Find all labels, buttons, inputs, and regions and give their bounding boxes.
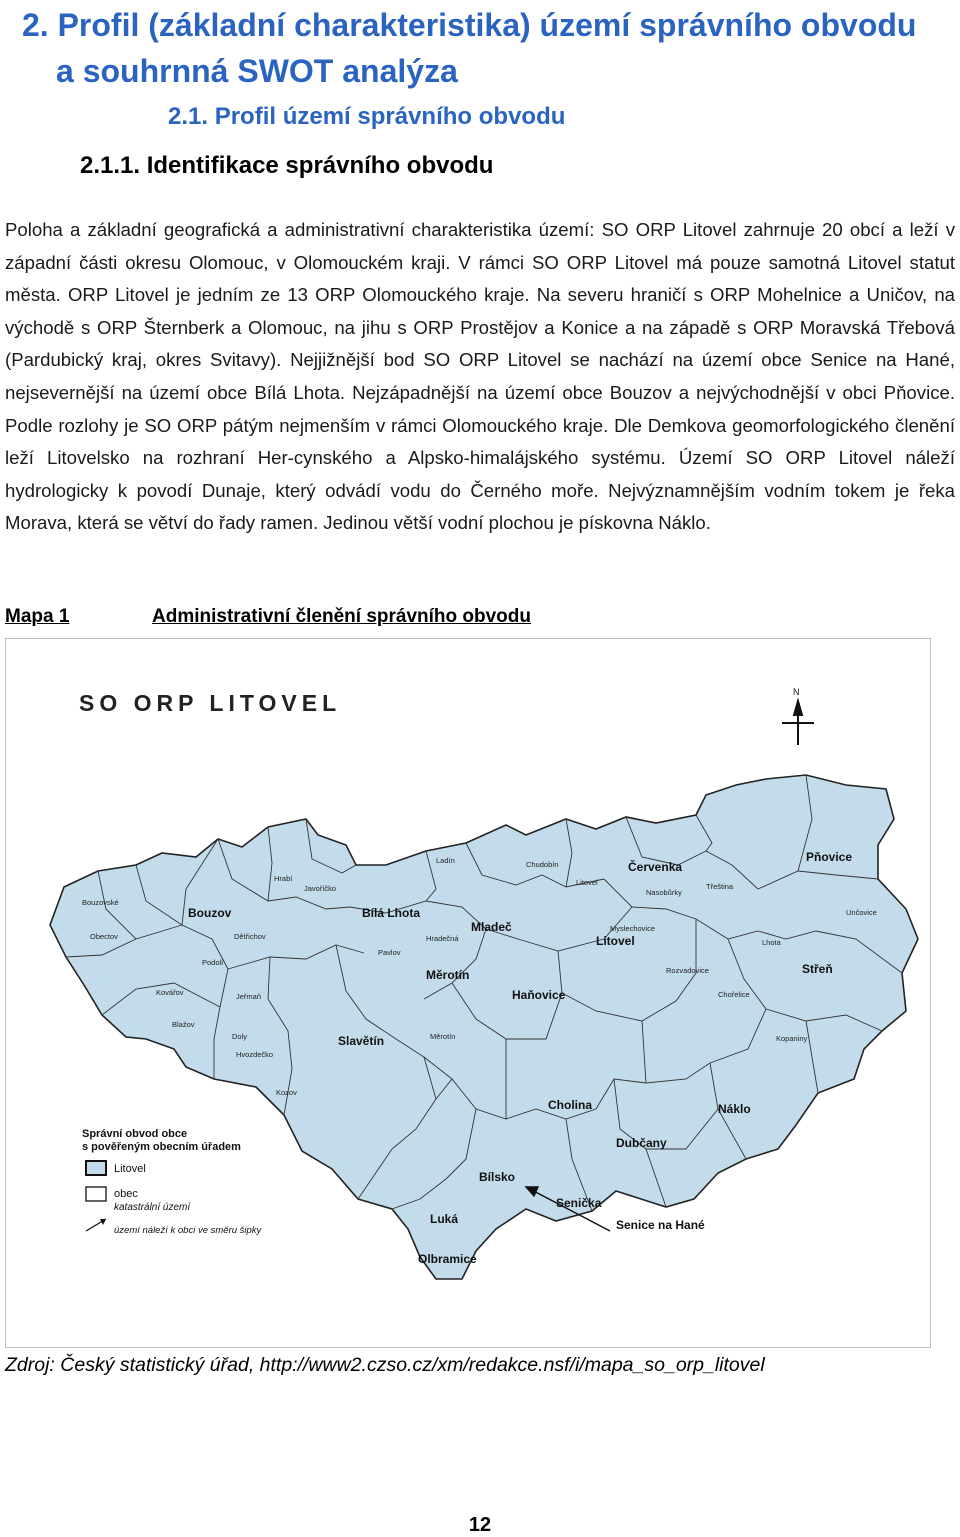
minor-label: Ladín	[436, 856, 455, 865]
legend-item-arrow: území náleží k obci ve směru šipky	[114, 1225, 262, 1236]
town-label: Cholina	[548, 1098, 592, 1112]
body-paragraph: Poloha a základní geografická a administrativní charakteristika území: SO ORP Litovel zahrnuje 20 obcí a leží v západní části okresu Olomouc, v Olomouckém kraji. V rámci SO ORP Litovel má pouze samotná Litovel statut města. ORP Litovel je jedním ze 13 ORP Olomouckého kraje. Na severu hraničí s ORP Mohelnice a Uničov, na východě s ORP Šternberk a Olomouc, na jihu s ORP Prostějov a Konice a na západě s ORP Moravská Třebová (Pardubický kraj, okres Svitavy). Nejjižnější bod SO ORP Litovel se nachází na území obce Senice na Hané, nejsevernější na území obce Bílá Lhota. Nejzápadnější na území obce Bouzov a nejvýchodnější v obci Pňovice. Podle rozlohy je SO ORP pátým nejmenším v rámci Olomouckého kraje. Dle Demkova geomorfologického členění leží Litovelsko na rozhraní Her-cynského a Alpsko-himalájského systému. Území SO ORP Litovel náleží hydrologicky k povodí Dunaje, který odvádí vodu do Černého moře. Nejvýznamnějším vodním tokem je řeka Morava, která se větví do řady ramen. Jedinou větší vodní plochou je pískovna Náklo.	[5, 219, 956, 534]
subsubsection-heading: 2.1.1. Identifikace správního obvodu	[80, 152, 494, 179]
legend-item-litovel: Litovel	[114, 1163, 146, 1175]
map-figure	[5, 638, 931, 1348]
section-heading-line1: 2. Profil (základní charakteristika) území správního obvodu	[22, 7, 917, 43]
map-caption-title: Administrativní členění správního obvodu	[152, 606, 531, 627]
town-label: Pňovice	[806, 850, 853, 864]
map-legend	[82, 1128, 263, 1236]
subsection-heading: 2.1. Profil území správního obvodu	[168, 103, 566, 130]
minor-label: Nasobůrky	[646, 888, 682, 897]
legend-swatch-obec	[86, 1187, 106, 1201]
town-label: Haňovice	[512, 988, 566, 1002]
minor-label: Rozvadovice	[666, 966, 709, 975]
minor-label: Myslechovice	[610, 924, 656, 933]
legend-item-obec: obec	[114, 1188, 138, 1200]
town-label: Červenka	[628, 860, 683, 874]
town-label: Luká	[430, 1212, 459, 1226]
minor-label: Lhota	[762, 938, 781, 947]
minor-label: Litovel	[576, 878, 598, 887]
town-label: Senička	[556, 1196, 602, 1210]
town-label: Olbramice	[418, 1252, 477, 1266]
town-label: Střeň	[802, 962, 833, 976]
minor-label: Kozov	[276, 1088, 297, 1097]
town-label: Senice na Hané	[616, 1218, 705, 1232]
minor-label: Třeština	[706, 882, 734, 891]
town-label: Mladeč	[471, 920, 512, 934]
map-source: Zdroj: Český statistický úřad, http://www2.czso.cz/xm/redakce.nsf/i/mapa_so_orp_litovel	[5, 1354, 765, 1376]
minor-label: Jeřmaň	[236, 992, 262, 1001]
town-label: Dubčany	[616, 1136, 667, 1150]
legend-title-line2: s pověřeným obecním úřadem	[82, 1141, 241, 1153]
minor-label: Dětřichov	[234, 932, 266, 941]
minor-label: Hradečná	[426, 934, 459, 943]
town-label: Litovel	[596, 934, 635, 948]
minor-label: Měrotín	[430, 1032, 456, 1041]
north-label: N	[793, 687, 800, 697]
minor-label: Chudobín	[526, 860, 559, 869]
town-label: Měrotín	[426, 968, 470, 982]
legend-swatch-orp	[86, 1161, 106, 1175]
minor-label: Podolí	[202, 958, 224, 967]
minor-label: Doly	[232, 1032, 248, 1041]
minor-label: Hvozdečko	[236, 1050, 274, 1059]
minor-label: Blažov	[172, 1020, 195, 1029]
town-label: Náklo	[718, 1102, 751, 1116]
town-label: Slavětín	[338, 1034, 385, 1048]
minor-label: Javoříčko	[304, 884, 337, 893]
north-arrow-icon	[782, 701, 814, 745]
minor-label: Unčovice	[846, 908, 877, 917]
map-caption-label: Mapa 1	[5, 606, 70, 627]
section-heading-line2: a souhrnná SWOT analýza	[56, 53, 458, 89]
page-number: 12	[468, 1514, 492, 1536]
minor-label: Hrabí	[274, 874, 293, 883]
town-label: Bouzov	[188, 906, 232, 920]
map-title: SO ORP LITOVEL	[79, 690, 342, 716]
minor-label: Obectov	[90, 932, 118, 941]
map-svg	[6, 639, 930, 1347]
minor-label: Kopaniny	[776, 1034, 808, 1043]
legend-title-line1: Správní obvod obce	[82, 1128, 188, 1140]
section-heading	[22, 2, 952, 94]
legend-item-katastr: katastrální území	[114, 1202, 191, 1213]
town-label: Bílsko	[479, 1170, 516, 1184]
minor-label: Kovářov	[156, 988, 184, 997]
minor-label: Bouzovské	[82, 898, 119, 907]
minor-label: Pavlov	[378, 948, 401, 957]
minor-label: Chořelice	[718, 990, 750, 999]
town-label: Bílá Lhota	[362, 906, 421, 920]
